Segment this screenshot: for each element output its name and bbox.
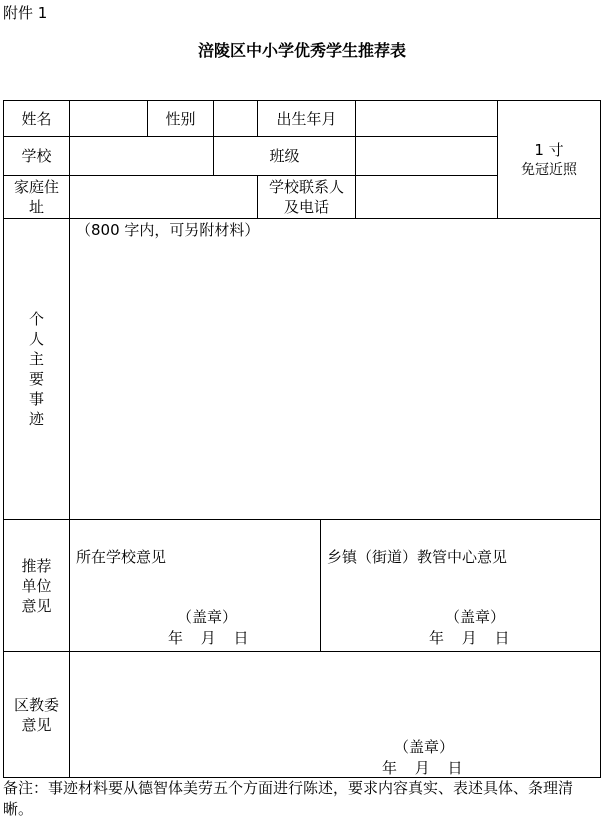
district-label-line: 意见 xyxy=(21,715,52,734)
birth-input[interactable] xyxy=(356,101,497,136)
form-title: 涪陵区中小学优秀学生推荐表 xyxy=(197,41,406,60)
school-opinion-label: 所在学校意见 xyxy=(76,548,167,566)
photo-size-text: 1 寸 xyxy=(534,140,564,159)
footnote: 备注：事迹材料要从德智体美劳五个方面进行陈述，要求内容真实、表述具体、条理清晰。 xyxy=(3,779,574,818)
label-district-opinion xyxy=(4,652,69,777)
home-address-input[interactable] xyxy=(70,176,257,218)
label-home-address-line2: 址 xyxy=(28,198,44,216)
town-seal: （盖章） xyxy=(445,608,506,626)
deeds-char: 要 xyxy=(28,370,44,388)
school-date: 年 月 日 xyxy=(168,629,249,647)
label-recommend-unit xyxy=(4,520,69,651)
deeds-char: 事 xyxy=(28,390,44,408)
label-class: 班级 xyxy=(269,147,300,165)
label-birth: 出生年月 xyxy=(276,109,337,128)
recommend-label-line: 推荐 xyxy=(21,556,52,575)
label-contact-line1: 学校联系人 xyxy=(268,178,344,196)
district-opinion-area[interactable] xyxy=(70,652,600,777)
label-name: 姓名 xyxy=(21,109,52,128)
photo-placeholder xyxy=(498,101,600,218)
deeds-char: 主 xyxy=(28,350,44,368)
deeds-char: 人 xyxy=(28,330,44,348)
deeds-hint: （800 字内，可另附材料） xyxy=(76,221,260,239)
gender-input[interactable] xyxy=(214,101,257,136)
deeds-char: 个 xyxy=(28,310,44,328)
school-input[interactable] xyxy=(70,137,213,175)
district-label-line: 区教委 xyxy=(13,695,59,714)
recommend-label-line: 意见 xyxy=(21,596,52,615)
label-school: 学校 xyxy=(21,147,52,165)
photo-note-text: 免冠近照 xyxy=(521,161,577,178)
recommend-label-line: 单位 xyxy=(21,576,52,595)
school-seal: （盖章） xyxy=(177,608,238,626)
label-gender: 性别 xyxy=(165,109,196,128)
contact-input[interactable] xyxy=(356,176,497,218)
town-date: 年 月 日 xyxy=(429,629,510,647)
town-opinion-label: 乡镇（街道）教管中心意见 xyxy=(327,548,508,566)
label-home-address-line1: 家庭住 xyxy=(13,178,59,196)
deeds-textarea[interactable] xyxy=(70,219,600,519)
grid-line xyxy=(600,100,601,778)
label-contact xyxy=(258,176,355,218)
label-home-address xyxy=(4,176,69,218)
district-date: 年 月 日 xyxy=(382,759,463,777)
label-contact-line2: 及电话 xyxy=(283,198,329,216)
label-main-deeds xyxy=(4,219,69,519)
deeds-char: 迹 xyxy=(28,410,44,428)
district-seal: （盖章） xyxy=(394,738,455,756)
class-input[interactable] xyxy=(356,137,497,175)
name-input[interactable] xyxy=(70,101,147,136)
attachment-label: 附件 1 xyxy=(3,4,48,22)
